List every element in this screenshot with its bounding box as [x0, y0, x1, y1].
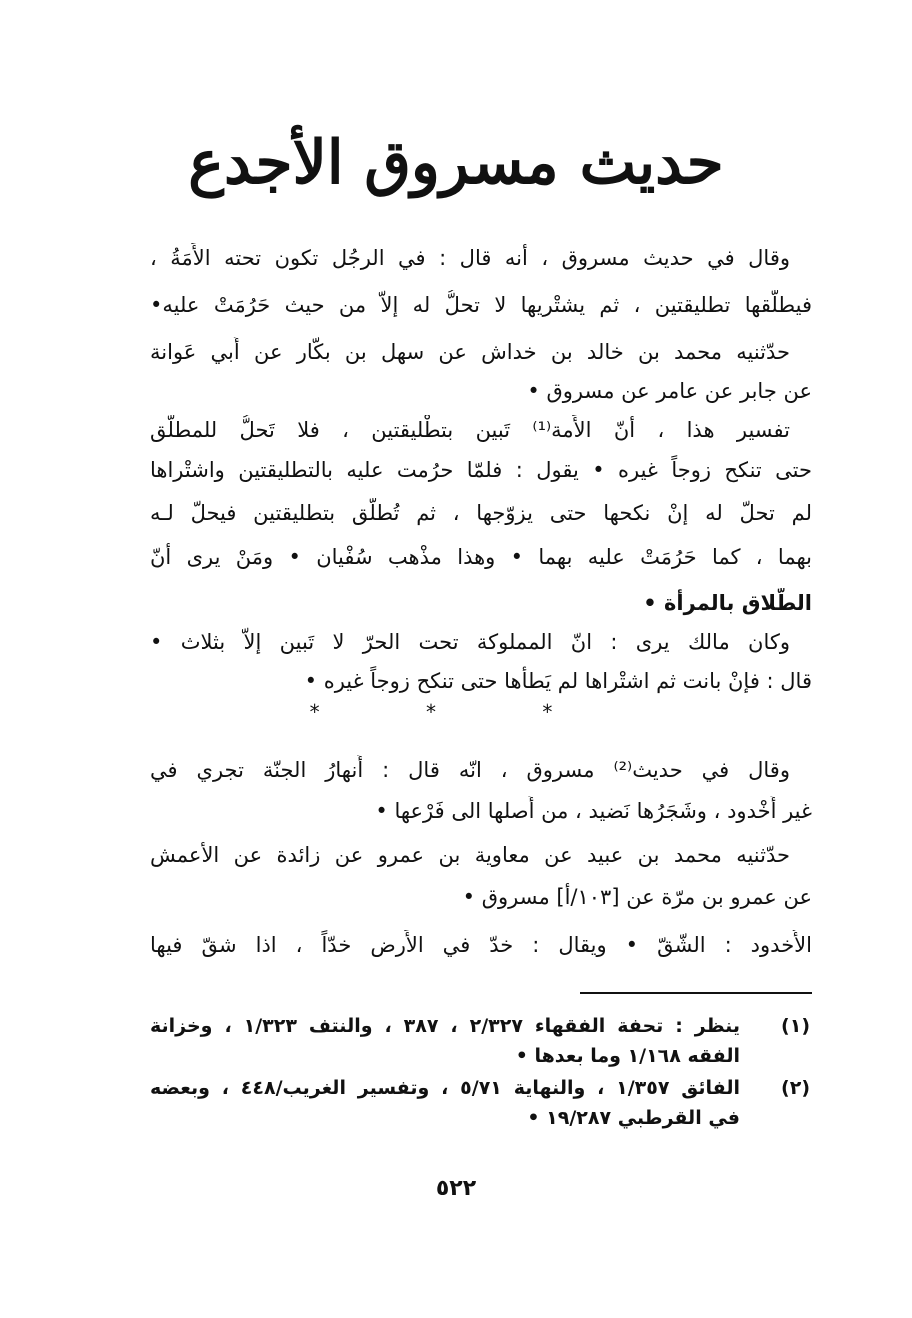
text-line: وقال في حديث⁽²⁾ مسروق ، انّه قال : أَنهارُ الجنّة تجري في — [150, 758, 790, 782]
text-line: فيطلّقها تطليقتين ، ثم يشتْريها لا تحلُّ له إلاّ من حيث حَرُمَتْ عليه• — [150, 293, 812, 317]
text-line: قال : فإنْ بانت ثم اشتْراها لم يَطأْها حتى تنكح زوجاً غيره • — [304, 669, 812, 693]
footnote-line: في القرطبي ١٩/٢٨٧ • — [527, 1107, 740, 1129]
text-line: وكان مالك يرى : انّ المملوكة تحت الحرّ لا تَبين إلاّ بثلاث • — [150, 630, 790, 654]
text-line: غير أُخْدود ، وشَجَرُها نَضيد ، من أَصلها الى فَرْعها • — [375, 799, 812, 823]
text-line: حدّثنيه محمد بن عبيد عن معاوية بن عمرو عن زائدة عن الأعمش — [150, 843, 790, 867]
footnote-number: (١) — [781, 1015, 810, 1037]
section-separator: * * * — [309, 700, 603, 724]
text-line: الأُخدود : الشّقّ • ويقال : خدّ في الأَرض خدّاً ، اذا شقّ فيها — [150, 933, 812, 957]
text-line: حدّثنيه محمد بن خالد بن خداش عن سهل بن بكّار عن أَبي عَوانة — [150, 340, 790, 364]
page-number: ٥٢٢ — [435, 1176, 477, 1201]
footnote-divider — [580, 992, 812, 994]
text-line: عن عمرو بن مرّة عن [١٠٣/أ] مسروق • — [462, 885, 812, 909]
text-line: حتى تنكح زوجاً غيره • يقول : فلمّا حرُمت عليه بالتطليقتين واشتْراها — [150, 458, 812, 482]
chapter-title: حديث مسروق الأجدع — [188, 128, 724, 198]
footnote-line: ينظر : تحفة الفقهاء ٢/٣٢٧ ، ٣٨٧ ، والنتف ١/٣٢٣ ، وخزانة — [150, 1015, 740, 1037]
text-line: الطّلاق بالمرأة • — [643, 591, 812, 615]
text-line: بهما ، كما حَرُمَتْ عليه بهما • وهذا مذْهب سُفْيان • ومَنْ يرى أنّ — [150, 545, 812, 569]
text-line: وقال في حديث مسروق ، أنه قال : في الرجُل تكون تحته الأَمَةُ ، — [150, 246, 790, 270]
footnote-line: الفائق ١/٣٥٧ ، والنهاية ٥/٧١ ، وتفسير الغريب/٤٤٨ ، وبعضه — [150, 1077, 740, 1099]
text-line: عن جابر عن عامر عن مسروق • — [527, 379, 812, 403]
footnote-number: (٢) — [781, 1077, 810, 1099]
text-line: لم تحلّ له إنْ نكحها حتى يزوّجها ، ثم تُطلّق بتطليقتين فيحلّ لـه — [150, 501, 812, 525]
text-line: تفسير هذا ، أنّ الأَمة⁽¹⁾ تَبين بتطْليقتين ، فلا تَحلُّ للمطلّق — [150, 418, 790, 442]
footnote-line: الفقه ١/١٦٨ وما بعدها • — [515, 1045, 740, 1067]
